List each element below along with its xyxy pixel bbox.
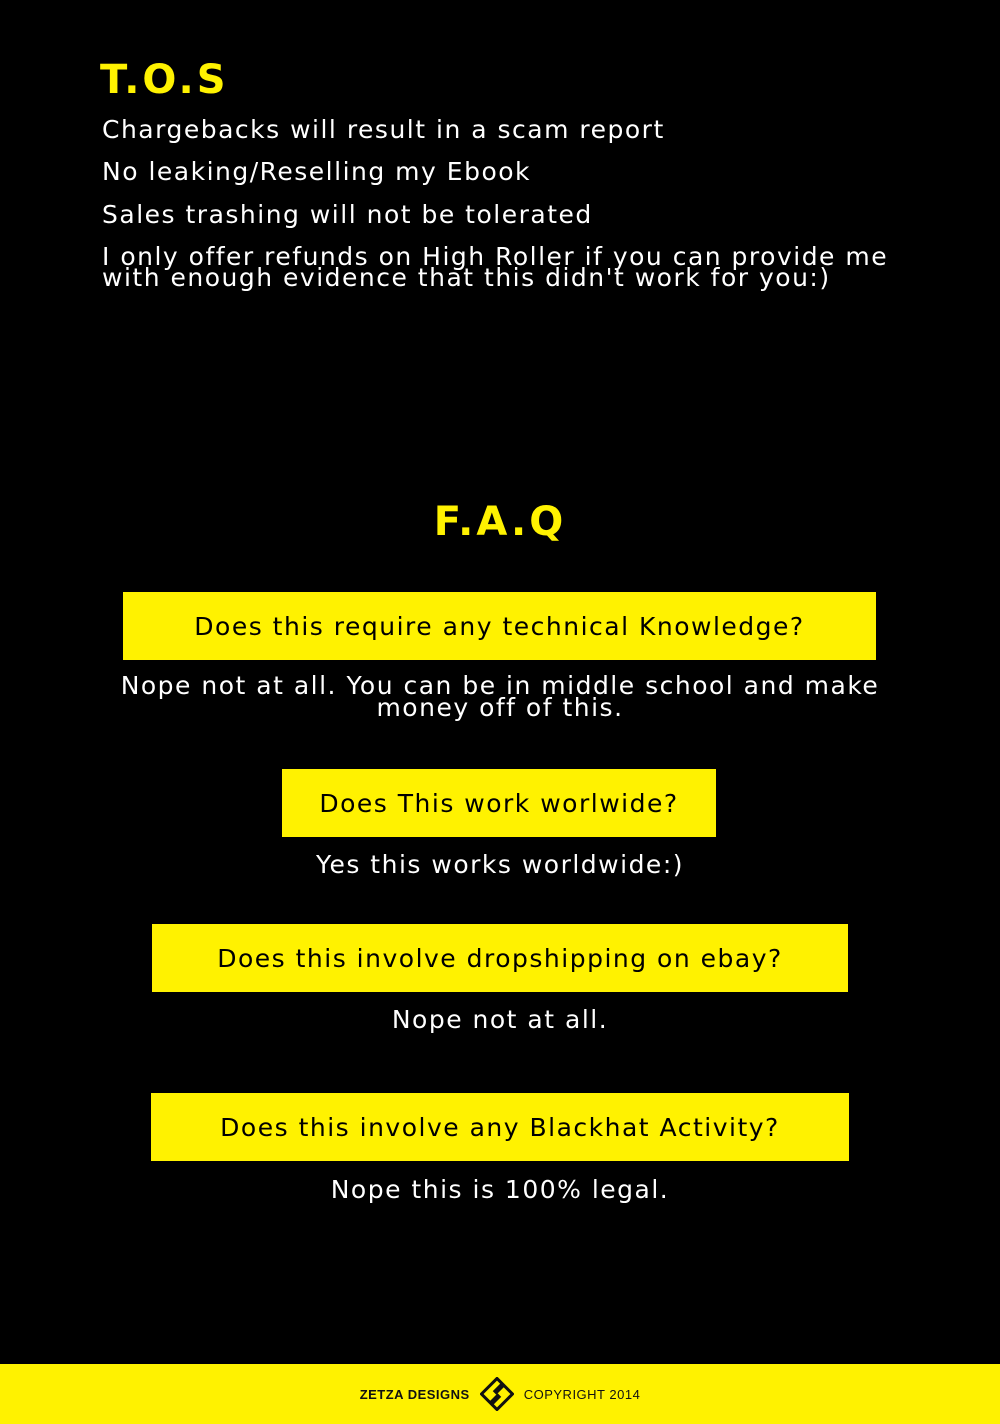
tos-item-sales-trashing: Sales trashing will not be tolerated — [102, 200, 593, 229]
tos-item-leaking: No leaking/Reselling my Ebook — [102, 157, 532, 186]
zetza-logo-icon — [480, 1377, 514, 1411]
faq-answer-dropshipping: Nope not at all. — [391, 1005, 609, 1034]
faq-question-blackhat: Does this involve any Blackhat Activity? — [151, 1093, 849, 1161]
faq-question-technical: Does this require any technical Knowledge? — [123, 592, 876, 660]
footer-copyright: COPYRIGHT 2014 — [523, 1386, 641, 1402]
faq-title: F.A.Q — [433, 499, 567, 545]
footer-brand: ZETZA DESIGNS — [359, 1386, 470, 1402]
footer — [0, 1364, 1000, 1424]
faq-answer-blackhat: Nope this is 100% legal. — [330, 1175, 670, 1204]
faq-question-worldwide: Does This work worlwide? — [282, 769, 716, 837]
faq-answer-worldwide: Yes this works worldwide:) — [316, 850, 684, 879]
tos-item-refunds: I only offer refunds on High Roller if you can provide me with enough evidence that this didn't work for you:) — [102, 242, 889, 292]
tos-item-chargebacks: Chargebacks will result in a scam report — [102, 115, 665, 144]
faq-question-dropshipping: Does this involve dropshipping on ebay? — [152, 924, 848, 992]
faq-answer-technical: Nope not at all. You can be in middle school and make money off of this. — [120, 671, 880, 722]
tos-title: T.O.S — [100, 57, 229, 103]
